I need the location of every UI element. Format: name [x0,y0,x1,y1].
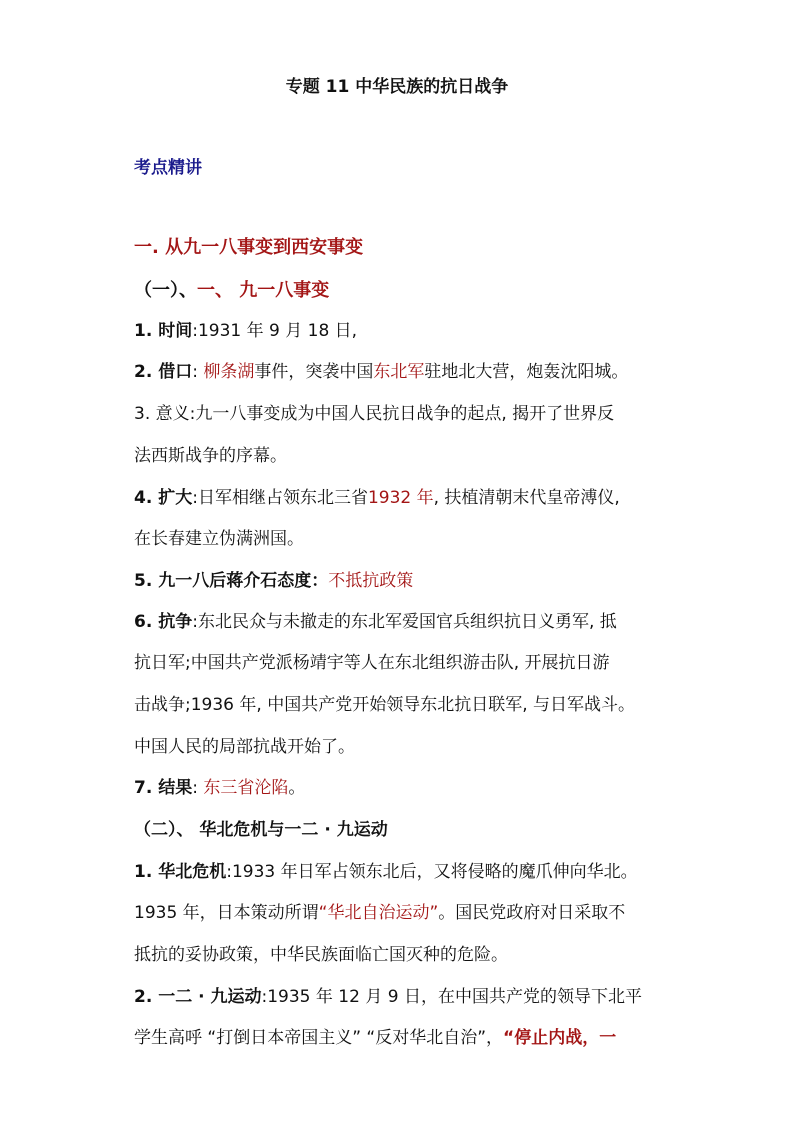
item-2-red-1: 柳条湖 [203,362,255,382]
item-3-line-1: 3. 意义:九一八事变成为中国人民抗日战争的起点, 揭开了世界反 [134,404,615,424]
item-6-line-1 [134,610,617,634]
subheading-1-prefix: （一）、 [134,280,197,301]
item-7-colon: : [192,778,204,798]
item-2-text-2: 驻地北大营，炮轰沈阳城。 [424,362,629,382]
item-7 [134,776,305,800]
item-7-red: 东三省沦陷 [203,778,289,798]
item-2-label: 2. 借口 [134,362,193,382]
b-item-1-text-1: :1933 年日军占领东北后，又将侵略的魔爪伸向华北。 [226,862,638,882]
b-item-1-red: “华北自治运动” [318,903,439,923]
item-6-line-3: 击战争;1936 年, 中国共产党开始领导东北抗日联军, 与日军战斗。 [134,695,636,715]
b-item-1-label: 1. 华北危机 [134,862,227,882]
item-1-label: 1. 时间 [134,321,193,341]
b-item-2-label: 2. 一二 · 九运动 [134,987,262,1007]
b-item-1-line-2 [134,901,625,925]
item-7-label: 7. 结果 [134,778,193,798]
item-6-line-2: 抗日军;中国共产党派杨靖宇等人在东北组织游击队, 开展抗日游 [134,653,610,673]
item-4 [134,486,620,510]
item-5 [134,569,413,593]
b-item-1-text-2: 1935 年，日本策动所谓 [134,903,319,923]
b-item-2-line-2 [134,1026,616,1050]
item-2-text-1: 事件，突袭中国 [254,362,374,382]
item-4-red: 1932 年 [367,488,434,508]
b-item-2-line-1 [134,985,642,1009]
subheading-1 [134,279,329,303]
item-5-label: 5. 九一八后蒋介石态度： [134,571,329,591]
item-6-line-4: 中国人民的局部抗战开始了。 [134,737,355,757]
b-item-1-text-3: 。国民党政府对日采取不 [438,903,626,923]
page-title: 专题 11 中华民族的抗日战争 [285,77,509,97]
b-item-1-line-3: 抵抗的妥协政策，中华民族面临亡国灭种的危险。 [134,945,508,965]
b-item-2-text-1: :1935 年 12 月 9 日，在中国共产党的领导下北平 [261,987,642,1007]
item-2 [134,360,628,384]
item-2-red-2: 东北军 [373,362,425,382]
item-6-text-1: :东北民众与未撤走的东北军爱国官兵组织抗日义勇军, 抵 [192,612,617,632]
b-item-2-red: “停止内战，一 [503,1028,617,1048]
b-item-2-text-2: 学生高呼 “打倒日本帝国主义” “反对华北自治”， [134,1028,504,1048]
item-6-label: 6. 抗争 [134,612,193,632]
item-5-red: 不抵抗政策 [328,571,414,591]
item-3-line-2: 法西斯战争的序幕。 [134,446,287,466]
item-4-line-2: 在长春建立伪满洲国。 [134,529,304,549]
item-1 [134,319,357,343]
item-4-label: 4. 扩大 [134,488,193,508]
heading-1: 一. 从九一八事变到西安事变 [134,237,364,258]
item-2-colon: : [192,362,204,382]
section-label: 考点精讲 [134,158,202,178]
item-7-end: 。 [288,778,306,798]
subheading-1-title: 一、 九一八事变 [197,280,330,301]
subheading-2: （二）、 华北危机与一二 · 九运动 [134,820,388,840]
item-4-text-1: :日军相继占领东北三省 [192,488,368,508]
item-4-text-2: , 扶植清朝末代皇帝溥仪, [433,488,620,508]
item-1-text: :1931 年 9 月 18 日, [192,321,358,341]
b-item-1-line-1 [134,860,638,884]
